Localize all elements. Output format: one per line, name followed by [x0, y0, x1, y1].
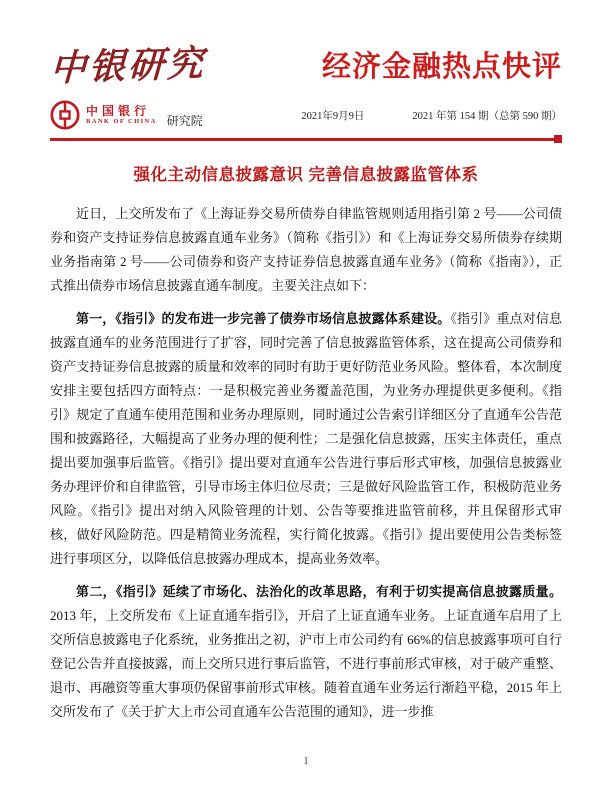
brand-logo-text: 中银研究	[49, 42, 207, 90]
paragraph-lead: 第一，《指引》的发布进一步完善了债券市场信息披露体系建设。	[76, 310, 451, 326]
article-body	[50, 202, 562, 724]
red-divider	[50, 138, 562, 141]
bank-of-china-logo-icon	[50, 100, 80, 130]
divider-square	[554, 135, 562, 143]
department-label: 研究院	[166, 114, 203, 128]
article-title: 强化主动信息披露意识 完善信息披露监管体系	[133, 165, 479, 184]
paragraph	[50, 202, 562, 298]
bank-name-en: BANK OF CHINA	[86, 117, 157, 125]
paragraph-text: 近日，上交所发布了《上海证券交易所债券自律监管规则适用指引第 2 号——公司债券和资产支持证券信息披露直通车业务》（简称《指引》）和《上海证券交易所债券存续期业务指南第 2 号——公司债券和资产支持证券信息披露直通车业务》（简称《指南》），正式推出债券市场信息披露直通车制度。主要关注点如下：	[50, 205, 562, 293]
paragraph-text: 《指引》重点对信息披露直通车的业务范围进行了扩容，同时完善了信息披露监管体系，这在提高公司债券和资产支持证券信息披露的质量和效率的同时有助于更好防范业务风险。整体看，本次制度安排主要包括四方面特点：一是积极完善业务覆盖范围，为业务办理提供更多便利。《指引》规定了直通车使用范围和业务办理原则，同时通过公告索引详细区分了直通车公告范围和披露路径，大幅提高了业务办理的便利性；二是强化信息披露，压实主体责任，重点提出要加强事后监管。《指引》提出要对直通车公告进行事后形式审核，加强信息披露业务办理评价和自律监管，引导市场主体归位尽责；三是做好风险监管工作，积极防范业务风险。《指引》提出对纳入风险管理的计划、公告等要推进监管前移，并且保留形式审核，做好风险防范。四是精简业务流程，实行简化披露。《指引》提出要使用公告类标签进行事项区分，以降低信息披露办理成本，提高业务效率。	[50, 310, 562, 566]
masthead-top-row	[49, 42, 562, 90]
paragraph-text: 2013 年，上交所发布《上证直通车指引》，开启了上证直通车业务。上证直通车启用了上交所信息披露电子化系统，业务推出之初，沪市上市公司约有 66%的信息披露事项可自行登记公告并直接披露，而上交所只进行事后监管，不进行事前形式审核，对于破产重整、退市、再融资等重大事项仍保留事前形式审核。随着直通车业务运行渐趋平稳，2015 年上交所发布了《关于扩大上市公司直通车公告范围的通知》，进一步推	[50, 607, 562, 719]
publication-title: 经济金融热点快评	[321, 51, 562, 84]
paragraph	[50, 580, 562, 724]
paragraph-lead: 第二，《指引》延续了市场化、法治化的改革思路，有利于切实提高信息披露质量。	[76, 583, 562, 599]
paragraph	[50, 307, 562, 571]
masthead-bottom-row	[50, 100, 562, 130]
bank-identity	[50, 100, 203, 130]
bank-names	[86, 105, 157, 126]
issue-number: 2021 年第 154 期（总第 590 期）	[412, 110, 562, 122]
issue-date: 2021年9月9日	[301, 110, 365, 122]
bank-name-cn: 中国银行	[86, 103, 151, 118]
issue-meta	[301, 108, 562, 123]
masthead	[49, 42, 562, 141]
page-number: 1	[303, 756, 309, 767]
